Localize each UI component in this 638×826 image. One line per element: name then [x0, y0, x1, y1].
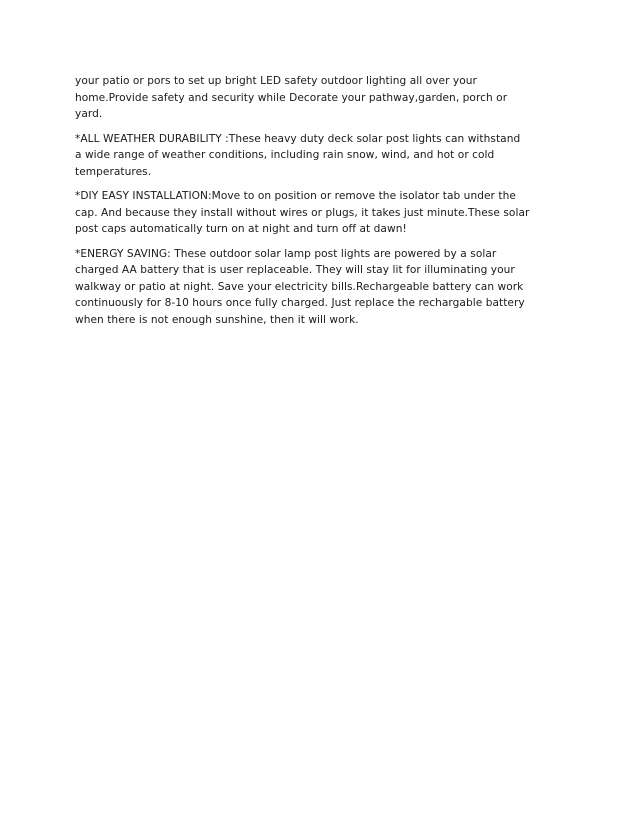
paragraph-energy-saving [75, 246, 567, 329]
text-line: temperatures. [75, 165, 152, 178]
paragraph-intro [75, 73, 567, 123]
text-line: cap. And because they install without wires or plugs, it takes just minute.These solar [75, 206, 530, 219]
text-line: home.Provide safety and security while Decorate your pathway,garden, porch or [75, 91, 508, 104]
text-line: continuously for 8-10 hours once fully charged. Just replace the rechargable battery [75, 297, 525, 309]
text-line: *DIY EASY INSTALLATION:Move to on position or remove the isolator tab under the [75, 190, 516, 202]
text-line: post caps automatically turn on at night and turn off at dawn! [75, 223, 407, 235]
text-line: your patio or pors to set up bright LED safety outdoor lighting all over your [75, 75, 477, 87]
text-line: a wide range of weather conditions, including rain snow, wind, and hot or cold [75, 149, 495, 161]
text-line: charged AA battery that is user replaceable. They will stay lit for illuminating your [75, 264, 515, 276]
text-line: when there is not enough sunshine, then it will work. [75, 313, 359, 326]
document-body [75, 73, 567, 336]
text-line: *ALL WEATHER DURABILITY :These heavy duty deck solar post lights can withstand [75, 132, 521, 145]
text-line: yard. [75, 108, 103, 120]
text-line: *ENERGY SAVING: These outdoor solar lamp post lights are powered by a solar [75, 247, 497, 260]
text-line: walkway or patio at night. Save your electricity bills.Rechargeable battery can work [75, 280, 524, 293]
paragraph-weather-durability [75, 131, 567, 181]
paragraph-diy-installation [75, 188, 567, 238]
